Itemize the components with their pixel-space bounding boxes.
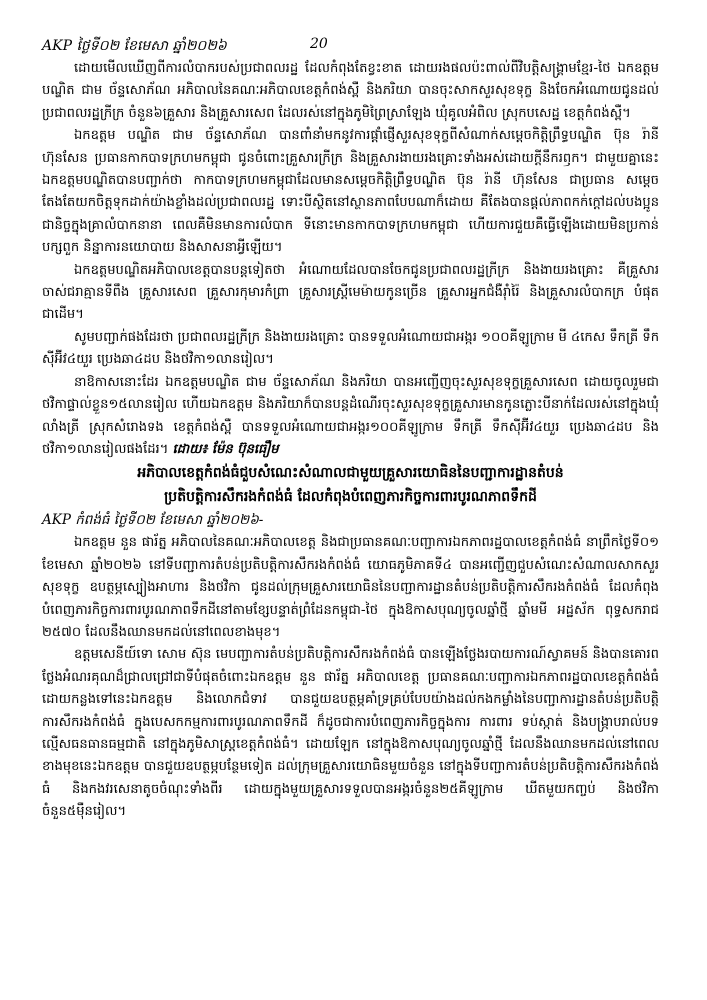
article-1-paragraph	[42, 372, 659, 462]
source-date-line: AKP ថ្ងៃទី០២ ខែមេសា ឆ្នាំ២០២៦	[42, 38, 227, 54]
page-header	[42, 36, 659, 58]
article-1-paragraph: ដោយមើលឃើញពីការលំបាករបស់ប្រជាពលរដ្ឋ ដែលកំពុងតែខ្វះខាត ដោយរងផលប៉ះពាល់ពីវិបត្តិសង្គ្រាមខ្មែរ-ថៃ ឯកឧត្តមបណ្ឌិត ជាម ច័ន្ទសោភ័ណ អភិបាលនៃគណៈអភិបាលខេត្តកំពង់ស្ពឺ និងភរិយា បានចុះសាកសួរសុខទុក្ខ និងចែកអំណោយជូនដល់ប្រជាពលរដ្ឋក្រីក្រ ចំនួន៦គ្រួសារ និងគ្រួសារសេព ដែលរស់នៅក្នុងភូមិព្រៃស្រាឡែង ឃុំគូលអំពិល ស្រុកបសេដ្ឋ ខេត្តកំពង់ស្ពឺ។	[42, 61, 659, 121]
article-2-dateline: AKP កំពង់ធំ ថ្ងៃទី០២ ខែមេសា ឆ្នាំ២០២៦-	[42, 512, 264, 529]
article-1-last-paragraph-text: នាឱកាសនោះដែរ ឯកឧត្តមបណ្ឌិត ជាម ច័ន្ទសោភ័ណ និងភរិយា បានអញ្ជើញចុះសួរសុខទុក្ខគ្រួសារសេព ដោយចូលរួមជាថវិកាផ្ទាល់ខ្លួន១៥លានរៀល ហើយឯកឧត្តម និងភរិយាក៏បានបន្តដំណើរចុះសួរសុខទុក្ខគ្រួសារមានកូនភ្លោះបីនាក់ដែលរស់នៅក្នុងឃុំលាំងត្រី ស្រុកសំរោងទង ខេត្តកំពង់ស្ពឺ បានទទួលអំណោយជាអង្ករ១០០គីឡូក្រាម ទឹកត្រី ទឹកស៊ីអ៊ីវ៤យួរ ប្រេងឆា៤ដប និងថវិកា១លានរៀលផងដែរ។	[42, 374, 659, 457]
article-1-paragraph: ឯកឧត្តម បណ្ឌិត ជាម ច័ន្ទសោភ័ណ បានពាំនាំមកនូវការផ្តាំផ្ញើសួរសុខទុក្ខពីសំណាក់សម្តេចកិត្តិព្រឹទ្ធបណ្ឌិត ប៊ុន រ៉ានី ហ៊ុនសែន ប្រធានកាកបាទក្រហមកម្ពុជា ជូនចំពោះគ្រួសារក្រីក្រ និងគ្រួសារងាយរងគ្រោះទាំងអស់ដោយក្តីនឹករឭក។ ជាមួយគ្នានេះ ឯកឧត្តមបណ្ឌិតបានបញ្ជាក់ថា កាកបាទក្រហមកម្ពុជាដែលមានសម្តេចកិត្តិព្រឹទ្ធបណ្ឌិត ប៊ុន រ៉ានី ហ៊ុនសែន ជាប្រធាន សម្តេចតែងតែយកចិត្តទុកដាក់យ៉ាងខ្លាំងដល់ប្រជាពលរដ្ឋ ទោះបីស្ថិតនៅស្ថានភាពបែបណាក៏ដោយ គឺតែងបានផ្តល់ភាពកក់ក្តៅដល់បងប្អូនជានិច្ចក្នុងគ្រាលំបាកនានា ពេលគឺមិនមានការលំបាក ទីនោះមានកាកបាទក្រហមកម្ពុជា ហើយការជួយគឺធ្វើឡើងដោយមិនប្រកាន់បក្សពួក និន្នាការនយោបាយ និងសាសនាអ្វីឡើយ។	[42, 128, 659, 256]
article-1	[42, 58, 659, 461]
article-2-paragraph: ឯកឧត្តម នួន ផារ័ត្ន អភិបាលនៃគណៈអភិបាលខេត្ត និងជាប្រធានគណៈបញ្ជាការឯកភាពរដ្ឋបាលខេត្តកំពង់ធំ នាព្រឹកថ្ងៃទី០១ ខែមេសា ឆ្នាំ២០២៦ នៅទីបញ្ជាការតំបន់ប្រតិបត្តិការសឹករងកំពង់ធំ យោធភូមិភាគទី៤ បានអញ្ជើញជួបសំណេះសំណាលសាកសួរសុខទុក្ខ ឧបត្ថម្ភស្បៀងអាហារ និងថវិកា ជូនដល់ក្រុមគ្រួសារយោធិននៃបញ្ជាការដ្ឋានតំបន់ប្រតិបត្តិការសឹករងកំពង់ធំ ដែលកំពុងបំពេញភារកិច្ចការពារបូរណភាពទឹកដីនៅតាមខ្សែបន្ទាត់ព្រំដែនកម្ពុជា-ថៃ ក្នុងឱកាសបុណ្យចូលឆ្នាំថ្មី ឆ្នាំមមី អដ្ឋស័ក ពុទ្ធសករាជ ២៥៧០ ដែលនឹងឈានមកដល់នៅពេលខាងមុខ។	[42, 535, 659, 640]
page-number: 20	[310, 36, 328, 52]
article-1-paragraph: សូមបញ្ជាក់ផងដែរថា ប្រជាពលរដ្ឋក្រីក្រ និងងាយរងគ្រោះ បានទទួលអំណោយជាអង្ករ ១០០គីឡូក្រាម មី ៤កេស ទឹកត្រី ទឹកស៊ីអ៊ីវ៤យួរ ប្រេងឆា៤ដប និងថវិកា១លានរៀល។	[42, 329, 659, 368]
article-2-headline-line-1: អភិបាលខេត្តកំពង់ធំជួបសំណេះសំណាលជាមួយគ្រួសារយោធិននៃបញ្ជាការដ្ឋានតំបន់	[137, 465, 564, 482]
article-2-paragraph: ឧត្តមសេនីយ៍ទោ សោម ស៊ុន មេបញ្ជាការតំបន់ប្រតិបត្តិការសឹករងកំពង់ធំ បានឡើងថ្លែងរបាយការណ៍ស្វាគមន៍ និងបានគោរពថ្លែងអំណរគុណដ៏ជ្រាលជ្រៅជាទីបំផុតចំពោះឯកឧត្តម នួន ផារ័ត្ន អភិបាលខេត្ត ប្រធានគណៈបញ្ជាការឯកភាពរដ្ឋបាលខេត្តកំពង់ធំ ដោយកន្លងទៅនេះឯកឧត្តម និងលោកជំទាវ បានជួយឧបត្ថម្ភគាំទ្រគ្រប់បែបយ៉ាងដល់កងកម្លាំងនៃបញ្ជាការដ្ឋានតំបន់ប្រតិបត្តិការសឹករងកំពង់ធំ ក្នុងបេសកកម្មការពារបូរណភាពទឹកដី ក៏ដូចជាការបំពេញភារកិច្ចក្នុងការ ការពារ ទប់ស្កាត់ និងបង្ក្រាបរាល់បទល្មើសធនធានធម្មជាតិ នៅក្នុងភូមិសាស្រ្តខេត្តកំពង់ធំ។ ដោយឡែក នៅក្នុងឱកាសបុណ្យចូលឆ្នាំថ្មី ដែលនឹងឈានមកដល់នៅពេលខាងមុខនេះឯកឧត្តម បានជួយឧបត្ថម្ភបន្ថែមទៀត ដល់ក្រុមគ្រួសារយោធិនមួយចំនួន នៅក្នុងទីបញ្ជាការតំបន់ប្រតិបត្តិការសឹករងកំពង់ធំ និងកងវរសេនាតូចចំណុះទាំងពីរ ដោយក្នុងមួយគ្រួសារទទួលបានអង្ករចំនួន២៥គីឡូក្រាម ឃីតមួយកញ្ចប់ និងថវិកាចំនួន៥ម៉ឺនរៀល។	[42, 647, 659, 820]
article-2-headline-line-2: ប្រតិបត្តិការសឹករងកំពង់ធំ ដែលកំពុងបំពេញភារកិច្ចការពារបូរណភាពទឹកដី	[164, 489, 537, 506]
article-1-byline: ដោយ៖ ម៉ែន ប៊ុនធឿម	[172, 441, 279, 457]
article-1-paragraph: ឯកឧត្តមបណ្ឌិតអភិបាលខេត្តបានបន្តទៀតថា អំណោយដែលបានចែកជូនប្រជាពលរដ្ឋក្រីក្រ និងងាយរងគ្រោះ គឺគ្រួសារចាស់ជរាគ្មានទីពឹង គ្រួសារសេព គ្រួសារកុមារកំព្រា គ្រួសារស្រ្តីមេម៉ាយកូនច្រើន គ្រួសារអ្នកជំងឺរ៉ាំរ៉ៃ និងគ្រួសារលំបាកក្រ បំផុតជាដើម។	[42, 262, 659, 323]
article-2	[42, 461, 659, 823]
